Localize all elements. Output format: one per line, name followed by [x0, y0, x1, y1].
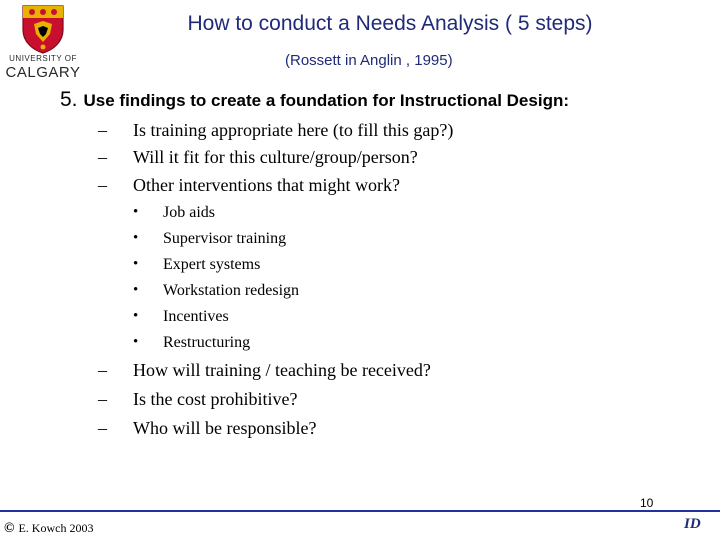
- step-heading: [60, 88, 569, 112]
- intervention-item: Workstation redesign: [163, 282, 300, 299]
- bullet-marker: •: [133, 282, 139, 298]
- bullet-marker: •: [133, 230, 139, 246]
- crest-icon: [20, 4, 66, 54]
- copyright-text: E. Kowch 2003: [18, 521, 94, 535]
- footer-divider: [0, 510, 720, 512]
- page-number: 10: [640, 496, 654, 510]
- copyright-icon: ©: [4, 521, 15, 536]
- logo-university-text: UNIVERSITY OF: [9, 54, 77, 63]
- logo-calgary-text: CALGARY: [5, 64, 81, 81]
- dash-marker: –: [98, 175, 107, 195]
- question-item: Other interventions that might work?: [133, 175, 400, 195]
- step-number: 5.: [60, 88, 78, 111]
- copyright-notice: [4, 521, 93, 537]
- question-item: Will it fit for this culture/group/person?: [133, 147, 418, 167]
- question-item: How will training / teaching be received?: [133, 360, 431, 380]
- dash-marker: –: [98, 120, 107, 140]
- question-item: Is the cost prohibitive?: [133, 389, 298, 409]
- bullet-marker: •: [133, 256, 139, 272]
- intervention-item: Supervisor training: [163, 230, 287, 247]
- slide-subtitle: (Rossett in Anglin , 1995): [285, 52, 453, 69]
- dash-marker: –: [98, 360, 107, 380]
- question-item: Is training appropriate here (to fill this gap?): [133, 120, 454, 140]
- university-logo: [4, 4, 82, 84]
- dash-marker: –: [98, 418, 107, 438]
- slide-title: How to conduct a Needs Analysis ( 5 steps): [187, 12, 593, 35]
- question-item: Who will be responsible?: [133, 418, 317, 438]
- dash-marker: –: [98, 389, 107, 409]
- intervention-item: Job aids: [163, 204, 215, 221]
- bullet-marker: •: [133, 204, 139, 220]
- dash-marker: –: [98, 147, 107, 167]
- intervention-item: Restructuring: [163, 334, 251, 351]
- id-badge: ID: [684, 516, 701, 532]
- intervention-item: Incentives: [163, 308, 229, 325]
- bullet-marker: •: [133, 334, 139, 350]
- intervention-item: Expert systems: [163, 256, 261, 273]
- bullet-marker: •: [133, 308, 139, 324]
- step-heading-text: Use findings to create a foundation for Instructional Design:: [83, 91, 569, 110]
